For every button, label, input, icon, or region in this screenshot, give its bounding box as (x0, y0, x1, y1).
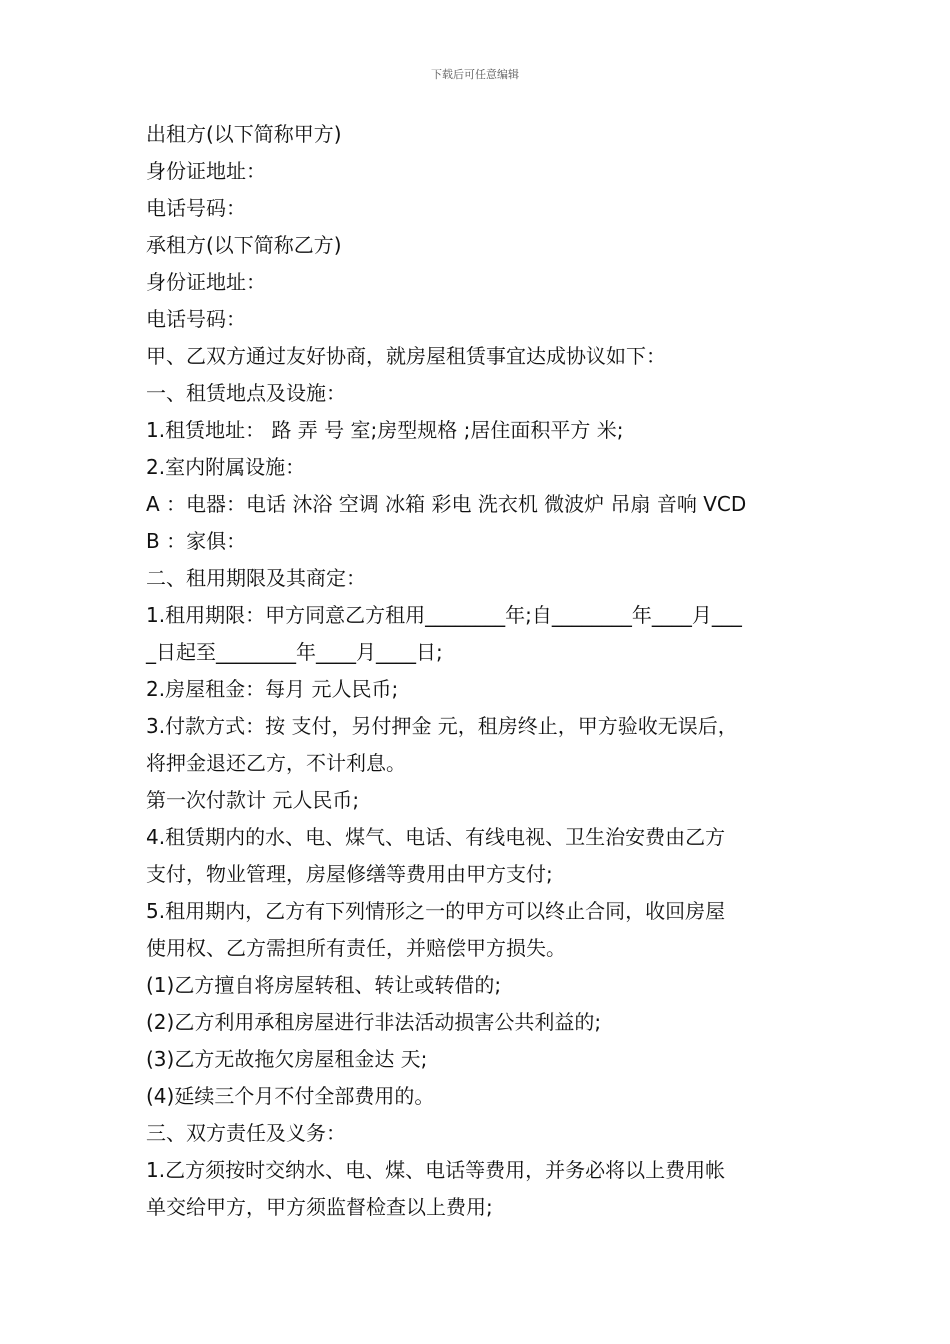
list-item: (4)延续三个月不付全部费用的。 (146, 1084, 435, 1108)
text-line: B ：家俱： (146, 529, 247, 553)
list-item: (3)乙方无故拖欠房屋租金达 天; (146, 1047, 428, 1071)
text-line: A ：电器：电话 沐浴 空调 冰箱 彩电 洗衣机 微波炉 吊扇 音响 VCD (146, 492, 747, 516)
text-line: 1.租赁地址： 路 弄 号 室;房型规格 ;居住面积平方 米; (146, 418, 624, 442)
text-line: 出租方(以下简称甲方) (146, 122, 342, 146)
text-line: 1.乙方须按时交纳水、电、煤、电话等费用，并务必将以上费用帐 (146, 1158, 726, 1182)
list-item: (1)乙方擅自将房屋转租、转让或转借的; (146, 973, 502, 997)
text-line: 第一次付款计 元人民币; (146, 788, 360, 812)
text-line: 甲、乙双方通过友好协商，就房屋租赁事宜达成协议如下： (146, 344, 666, 368)
text-line: 4.租赁期内的水、电、煤气、电话、有线电视、卫生治安费由乙方 (146, 825, 726, 849)
document-body (146, 116, 814, 1226)
text-line: _日起至________年____月____日; (146, 640, 443, 664)
text-line: 身份证地址： (146, 270, 266, 294)
section-heading: 三、双方责任及义务： (146, 1121, 346, 1145)
text-line: 身份证地址： (146, 159, 266, 183)
text-line: 2.房屋租金：每月 元人民币; (146, 677, 399, 701)
text-line: 5.租用期内，乙方有下列情形之一的甲方可以终止合同，收回房屋 (146, 899, 726, 923)
section-heading: 一、租赁地点及设施： (146, 381, 346, 405)
list-item: (2)乙方利用承租房屋进行非法活动损害公共利益的; (146, 1010, 602, 1034)
text-line: 3.付款方式：按 支付，另付押金 元，租房终止，甲方验收无误后， (146, 714, 738, 738)
text-line: 使用权、乙方需担所有责任，并赔偿甲方损失。 (146, 936, 566, 960)
page-header: 下载后可任意编辑 (431, 68, 519, 81)
section-heading: 二、租用期限及其商定： (146, 566, 366, 590)
text-line: 将押金退还乙方，不计利息。 (146, 751, 406, 775)
text-line: 2.室内附属设施： (146, 455, 306, 479)
text-line: 1.租用期限：甲方同意乙方租用________年;自________年____月___ (146, 603, 742, 627)
text-line: 电话号码： (146, 307, 246, 331)
text-line: 承租方(以下简称乙方) (146, 233, 342, 257)
text-line: 电话号码： (146, 196, 246, 220)
text-line: 单交给甲方，甲方须监督检查以上费用; (146, 1195, 493, 1219)
text-line: 支付，物业管理，房屋修缮等费用由甲方支付; (146, 862, 553, 886)
